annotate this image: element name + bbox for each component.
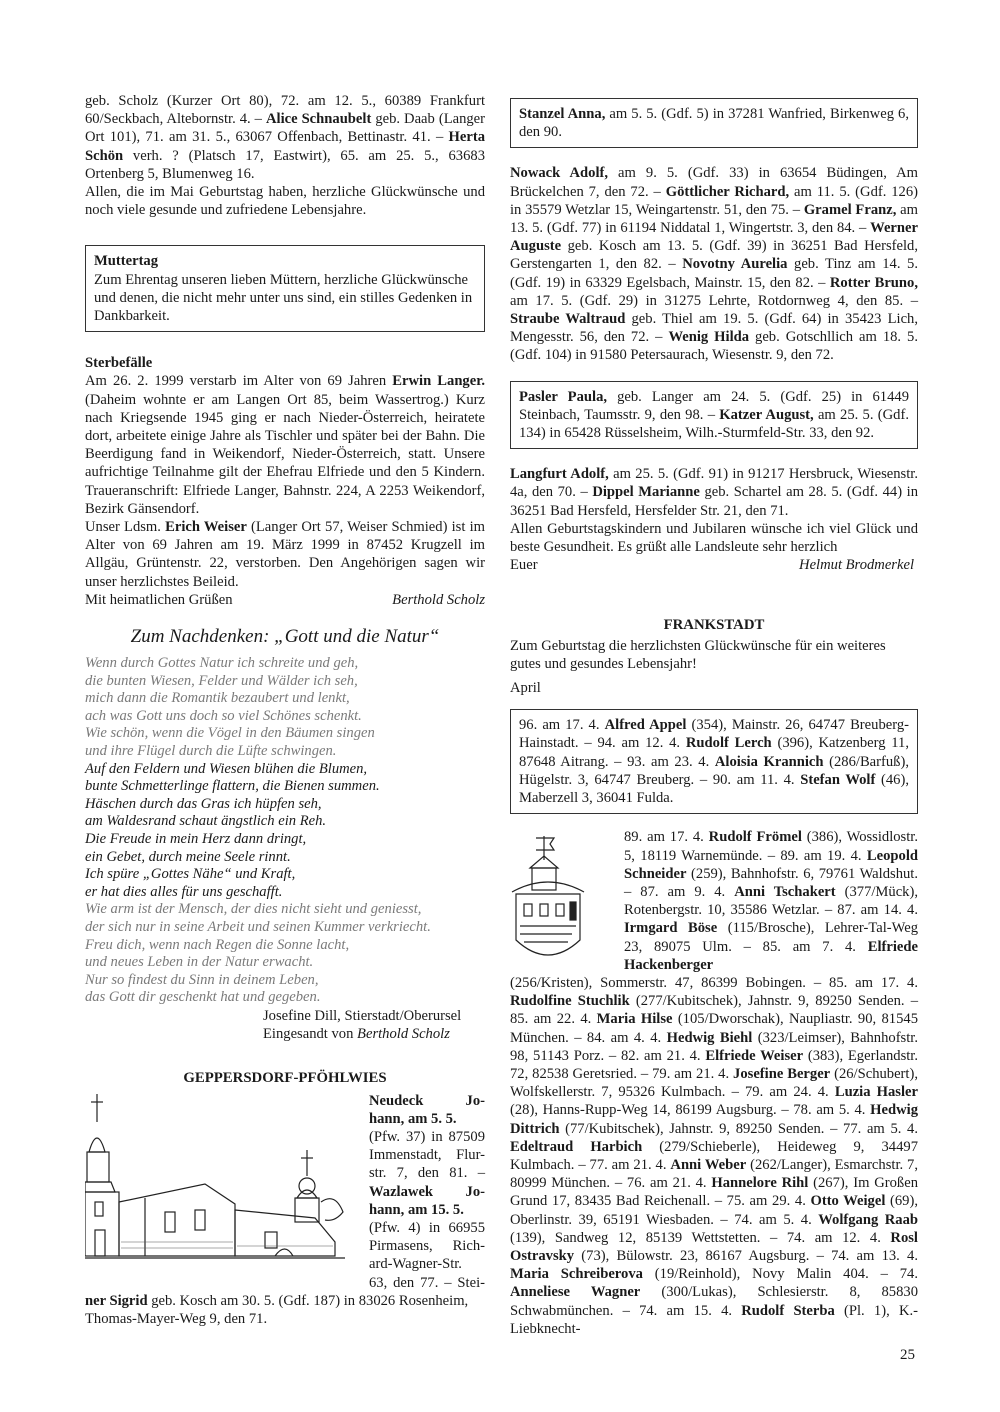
poem-line: Auf den Feldern und Wiesen blühen die Blumen,: [85, 760, 368, 777]
poem-line: Wie arm ist der Mensch, der dies nicht sieht und geniesst,: [85, 901, 422, 918]
town-crest-icon: [510, 834, 594, 964]
right-column: [510, 92, 918, 1338]
person-name: Erich Weiser: [165, 519, 247, 536]
month-label: April: [510, 680, 541, 697]
geppersdorf-heading: GEPPERSDORF-PFÖHLWIES: [183, 1070, 387, 1087]
poem-line: Die Freude in mein Herz dann dringt,: [85, 831, 307, 848]
person-name: Herta Schön: [85, 129, 485, 164]
poem-line: mich dann die Romantik bezaubert und lenkt,: [85, 690, 350, 707]
poem-line: Wie schön, wenn die Vögel in den Bäumen singen: [85, 725, 375, 742]
poem-line: am Waldesrand schaut ängstlich ein Reh.: [85, 813, 327, 830]
poem-author: Josefine Dill, Stierstadt/Oberursel: [263, 1007, 462, 1024]
poem-line: und neues Leben in der Natur erwacht.: [85, 954, 314, 971]
obituary-langer: Am 26. 2. 1999 verstarb im Alter von 69 Jahren Erwin Langer. (Daheim wohnte er am Langen Ort 85, beim Wassertrog.) Kurz nach Kriegsende 1945 ging er nach Nieder-Österreich, heiratete dort, arbeitete einige Jahre als Tischler und später bei der Bahn. Die Beerdigung fand in Weikendorf, Nieder-Österreich, statt. Unsere aufrichtige Teilnahme gilt der Ehefrau Elfriede und den 5 Kindern. Traueranschrift: Elfriede Langer, Bahnstr. 224, A 2253 Weikendorf, Bezirk Gänsendorf.: [85, 373, 485, 517]
geppersdorf-section: [85, 1092, 485, 1291]
muttertag-title: Muttertag: [94, 253, 159, 270]
poem-line: bunte Schmetterlinge flattern, die Bienen summen.: [85, 778, 380, 795]
poem-line: er hat dies alles für uns geschafft.: [85, 883, 283, 900]
person-name: Neudeck Jo-: [369, 1092, 485, 1109]
frankstadt-list-section: [510, 828, 918, 1338]
poem-line: und ihre Flügel durch die Lüfte schwingen.: [85, 743, 337, 760]
birthday-list-may: Nowack Adolf, am 9. 5. (Gdf. 33) in 63654 Büdingen, Am Brückelchen 7, den 72. – Göttlicher Richard, am 11. 5. (Gdf. 126) in 35579 Wetzlar 15, Weingartenstr. 51, den 75. – Gramel Franz, am 13. 5. (Gdf. 77) in 61194 Niddatal 1, Wingertstr. 3, den 84. – Werner Auguste geb. Kosch am 13. 5. (Gdf. 39) in 36251 Bad Hersfeld, Gerstengarten 1, den 82. – Novotny Aurelia geb. Tinz am 14. 5. (Gdf. 19) in 63329 Egelsbach, Mainstr. 15, den 82. – Rotter Bruno, am 17. 5. (Gdf. 29) in 31275 Lehrte, Rotdornweg 4, den 85. – Straube Waltraud geb. Thiel am 19. 5. (Gdf. 64) in 35423 Lich, Mengesstr. 56, den 72. – Wenig Hilda geb. Gotschllich am 18. 5. (Gdf. 104) in 91580 Petersaurach, Wiesenstr. 9, den 72.: [510, 165, 919, 364]
poem-title: Zum Nachdenken: „Gott und die Natur“: [130, 626, 440, 648]
muttertag-box: [85, 245, 485, 332]
birthday-box-2: Pasler Paula, geb. Langer am 24. 5. (Gdf. 25) in 61449 Steinbach, Taumsstr. 9, den 98. – Katzer August, am 25. 5. (Gdf. 134) in 65428 Rüsselsheim, Wilh.-Sturmfeld-Str. 33, den 92.: [510, 381, 918, 450]
poem-line: Häschen durch das Gras ich hüpfen seh,: [85, 795, 322, 812]
birthday-box-1: Stanzel Anna, am 5. 5. (Gdf. 5) in 37281 Wanfried, Birkenweg 6, den 90.: [510, 98, 918, 148]
sterbefaelle-title: Sterbefälle: [85, 355, 153, 372]
closing-row: [85, 591, 485, 609]
birthday-list-may-2: Langfurt Adolf, am 25. 5. (Gdf. 91) in 91217 Hersbruck, Wiesenstr. 4a, den 70. – Dippel Marianne geb. Schartel am 28. 5. (Gdf. 44) in 36251 Bad Hersfeld, Hersfelder Str. 21, den 71.: [510, 466, 918, 519]
poem-line: Nur so findest du Sinn in deinem Leben,: [85, 971, 319, 988]
poem-line: Freu dich, wenn nach Regen die Sonne lacht,: [85, 936, 350, 953]
geppersdorf-tail: ner Sigrid geb. Kosch am 30. 5. (Gdf. 187) in 83026 Rosenheim, Thomas-Mayer-Weg 9, den 71.: [85, 1292, 469, 1327]
poem-line: ein Gebet, durch meine Seele rinnt.: [85, 848, 291, 865]
birthday-greeting: Allen Geburtstagskindern und Jubilaren wünsche ich viel Glück und beste Gesundheit. Es grüßt alle Landsleute sehr herzlich: [510, 520, 918, 556]
person-name: Erwin Langer.: [392, 373, 485, 390]
poem: [85, 655, 485, 1007]
poem-sender: Eingesandt von Berthold Scholz: [263, 1026, 450, 1043]
frankstadt-intro: Zum Geburtstag die herzlichsten Glückwünsche für ein weiteres gutes und gesundes Lebensjahr!: [510, 637, 886, 672]
poem-line: Wenn durch Gottes Natur ich schreite und geh,: [85, 655, 359, 672]
may-greeting: Allen, die im Mai Geburtstag haben, herzliche Glückwünsche und noch viele gesunde und zufriedene Lebensjahre.: [85, 184, 485, 219]
muttertag-text: Zum Ehrentag unseren lieben Müttern, herzliche Glückwünsche und denen, die nicht mehr unter uns sind, ein stilles Gedenken in Dankbarkeit.: [94, 271, 473, 325]
person-name: Alice Schnaubelt: [265, 111, 372, 128]
poem-line: das Gott dir geschenkt hat und gegeben.: [85, 989, 321, 1006]
left-column: [85, 92, 485, 1328]
frankstadt-april-list: 89. am 17. 4. Rudolf Frömel (386), Wossidlostr. 5, 18119 Warnemünde. – 89. am 19. 4. Leopold Schneider (259), Bahnhofstr. 6, 79761 Waldshut. – 87. am 9. 4. Anni Tschakert (377/Mück), Rotenbergstr. 10, 35586 Wetzlar. – 87. am 14. 4. Irmgard Böse (115/Brosche), Lehrer-Tal-Weg 23, 89075 Ulm. – 85. am 7. 4. Elfriede Hackenberger: [624, 829, 918, 973]
obituary-weiser: Unser Ldsm. Erich Weiser (Langer Ort 57, Weiser Schmied) ist im Alter von 69 Jahren am 19. März 1999 in 87452 Krugzell im Allgäu, Grüntenstr. 22, verstorben. Den Angehörigen sagen wir unser herzlichstes Beileid.: [85, 519, 485, 590]
person-name: ner Sigrid: [85, 1292, 148, 1309]
poem-line: ach was Gott uns doch so viel Schönes schenkt.: [85, 707, 362, 724]
geppersdorf-entries: Neudeck Jo- hann, am 5. 5. (Pfw. 37) in 87509 Immenstadt, Flur- str. 7, den 81. – Wazlawek Jo- hann, am 15. 5. (Pfw. 4) in 66955 Pirmasens, Rich- ard-Wagner-Str. 63, den 77. – Stei-: [369, 1092, 485, 1291]
page-number: 25: [900, 1347, 915, 1363]
poem-line: der sich nur in seine Arbeit und seinen Kummer verkriecht.: [85, 918, 431, 935]
person-name: Wazlawek Jo-: [369, 1183, 485, 1200]
frankstadt-box: 96. am 17. 4. Alfred Appel (354), Mainstr. 26, 64747 Breuberg-Hainstadt. – 94. am 12. 4. Rudolf Lerch (396), Katzenberg 11, 87648 Aitrang. – 93. am 23. 4. Aloisia Krannich (286/Barfuß), Hügelstr. 3, 64747 Breuberg. – 90. am 11. 4. Stefan Wolf (46), Maberzell 3, 36041 Fulda.: [510, 709, 918, 814]
frankstadt-april-list-cont: (256/Kristen), Sommerstr. 47, 86399 Bobingen. – 85. am 17. 4. Rudolfine Stuchlik (277/Kubitschek), Jahnstr. 9, 89250 Senden. – 85. am 22. 4. Maria Hilse (105/Dworschak), Naupliastr. 90, 81545 München. – 84. am 4. 4. Hedwig Biehl (323/Leimser), Bahnhofstr. 98, 51143 Porz. – 82. am 21. 4. Elfriede Weiser (383), Egerlandstr. 72, 82538 Geretsried. – 79. am 21. 4. Josefine Berger (26/Schubert), Wolfskellerstr. 7, 95326 Kulmbach. – 79. am 24. 4. Luzia Hasler (28), Hanns-Rupp-Weg 14, 86199 Augsburg. – 78. am 5. 4. Hedwig Dittrich (77/Kubitschek), Jahnstr. 9, 89250 Senden. – 77. am 5. 4. Edeltraud Harbich (279/Schieberle), Heideweg 9, 34497 Kulmbach. – 77. am 21. 4. Anni Weber (262/Langer), Esmarchstr. 7, 80999 München. – 76. am 21. 4. Hannelore Rihl (267), Im Großen Grund 17, 83435 Bad Reichenall. – 75. am 29. 4. Otto Weigel (69), Oberlinstr. 39, 65191 Wiesbaden. – 74. am 5. 4. Wolfgang Raab (139), Sandweg 12, 85139 Wettstetten. – 74. am 12. 4. Rosl Ostravsky (73), Bülowstr. 23, 86167 Augsburg. – 74. am 13. 4. Maria Schreiberova (19/Reinhold), Novy Malin 404. – 74. Anneliese Wagner (300/Lukas), Schlesierstr. 8, 85830 Schwabmünchen. – 74. am 15. 4. Rudolf Sterba (Pl. 1), K.-Liebknecht-: [510, 974, 919, 1337]
church-illustration-icon: [85, 1092, 347, 1262]
person-name: Stanzel Anna,: [519, 106, 606, 122]
may-birthdays-continued: geb. Scholz (Kurzer Ort 80), 72. am 12. 5., 60389 Frankfurt 60/Seckbach, Altebornstr. 4. – Alice Schnaubelt geb. Daab (Langer Ort 101), 71. am 31. 5., 63067 Offenbach, Bettinastr. 41. – Herta Schön verh. ? (Platsch 17, Eastwirt), 65. am 25. 5., 63683 Ortenberg 5, Blumenweg 16.: [85, 93, 486, 182]
signature: Helmut Brodmerkel: [799, 557, 914, 574]
signature: Berthold Scholz: [392, 591, 485, 608]
closing-row: [510, 556, 918, 574]
poem-line: die bunten Wiesen, Felder und Wälder ich seh,: [85, 672, 358, 689]
frankstadt-heading: FRANKSTADT: [663, 617, 765, 634]
closing-text: Euer: [510, 557, 538, 574]
poem-line: Ich spüre „Gottes Nähe“ und Kraft,: [85, 866, 296, 883]
closing-text: Mit heimatlichen Grüßen: [85, 591, 233, 608]
